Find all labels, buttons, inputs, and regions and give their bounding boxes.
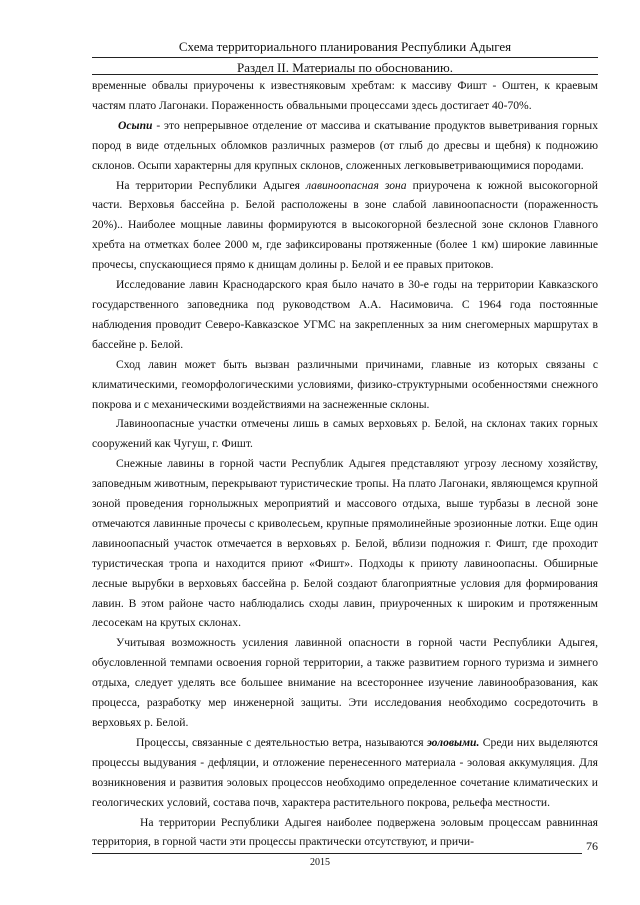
paragraph-talus (92, 116, 598, 176)
paragraph-avalanche-research: Исследование лавин Краснодарского края было начато в 30-е годы на территории Кавказского государственного заповедника под руководством А.А. Насимовича. С 1964 года постоянные наблюдения проводит Северо-Кавказское УГМС на закрепленных за ним снегомерных маршрутах в бассейне р. Белой. (92, 278, 598, 351)
header-section: Раздел II. Материалы по обоснованию. (92, 57, 598, 76)
paragraph-avalanche-causes: Сход лавин может быть вызван различными причинами, главные из которых связаны с климатическими, геоморфологическими условиями, физико-структурными особенностями снежного покрова и с механическими воздействиями на заснеженные склоны. (92, 357, 598, 411)
talus-text: - это непрерывное отделение от массива и скатывание продуктов выветривания горных пород в виде отдельных обломков различных размеров (от глыб до дресвы и щебня) к подножию склонов. Осыпи характерны для крупных склонов, сложенных легковыветривающимися породами. (92, 118, 598, 172)
paragraph-aeolian-territory: На территории Республики Адыгея наиболее подвержена эоловым процессам равнинная территория, в горной части эти процессы практически отсутствуют, и причи- (92, 815, 598, 849)
term-avalanche-zone: лавиноопасная зона (305, 178, 407, 192)
avalanche-zone-text-a: На территории Республики Адыгея (116, 178, 306, 192)
header-divider (92, 74, 598, 75)
footer-year: 2015 (310, 857, 330, 868)
footer-divider (92, 853, 582, 854)
term-talus: Осыпи (118, 118, 153, 132)
avalanche-zone-text-b: приурочена к южной высокогорной части. Верховья бассейна р. Белой расположены в зоне слабой лавиноопасности (пораженность 20%).. Наиболее мощные лавины формируются в высокогорной безлесной зоне склонов Главного хребта на отметках более 2000 м, где зафиксированы протяженные (более 1 км) широкие лавинные прочесы, спускающиеся прямо к днищам долины р. Белой и ее правых притоков. (92, 178, 598, 272)
page-number: 76 (586, 839, 598, 853)
paragraph-aeolian (92, 733, 598, 813)
paragraph-avalanche-study: Учитывая возможность усиления лавинной опасности в горной части Республики Адыгея, обусловленной темпами освоения горной территории, а также развитием горного туризма и зимнего отдыха, следует уделять все большее внимание на всестороннее изучение лавинообразования, как процесса, разработку мер инженерной защиты. Эти исследования необходимо сосредоточить в верховьях р. Белой. (92, 636, 598, 729)
aeolian-text-a: Процессы, связанные с деятельностью ветра, называются (136, 735, 427, 749)
paragraph-avalanche-zone (92, 176, 598, 276)
paragraph-rockfall: временные обвалы приурочены к известняковым хребтам: к массиву Фишт - Оштен, к краевым частям плато Лагонаки. Пораженность обвальными процессами здесь достигает 40-70%. (92, 79, 598, 112)
paragraph-avalanche-threats: Снежные лавины в горной части Республик Адыгея представляют угрозу лесному хозяйству, заповедным животным, перекрывают туристические тропы. На плато Лагонаки, являющемся крупной зоной проведения горнолыжных мероприятий и массового отдыха, выше турбазы в лесной зоне отмечаются лавинные прочесы с криволесьем, крупные прямолинейные эрозионные лотки. Еще один лавиноопасный участок отмечается в верховьях р. Белой, вблизи подножия г. Фишт, где проходит туристическая тропа и находится приют «Фишт». Подходы к приюту лавиноопасны. Обширные лесные вырубки в верховьях бассейна р. Белой создают благоприятные условия для формирования лавин. В этом районе часто наблюдались сходы лавин, приуроченных к широким и протяженным лесосекам на крутых склонах. (92, 457, 598, 630)
aeolian-text-b: Среди них выделяются процессы выдувания - дефляции, и отложение перенесенного материала - эоловая аккумуляция. Для возникновения и развития эоловых процессов необходимо определенное сочетание климатических и геологических условий, состава почв, характера растительного покрова, рельефа местности. (92, 735, 598, 809)
document-body (92, 76, 598, 852)
term-aeolian: эоловыми. (426, 735, 480, 749)
header-title: Схема территориального планирования Республики Адыгея (178, 39, 512, 54)
document-header (92, 38, 598, 76)
paragraph-avalanche-areas: Лавиноопасные участки отмечены лишь в самых верховьях р. Белой, на склонах таких горных сооружений как Чугуш, г. Фишт. (92, 417, 598, 451)
